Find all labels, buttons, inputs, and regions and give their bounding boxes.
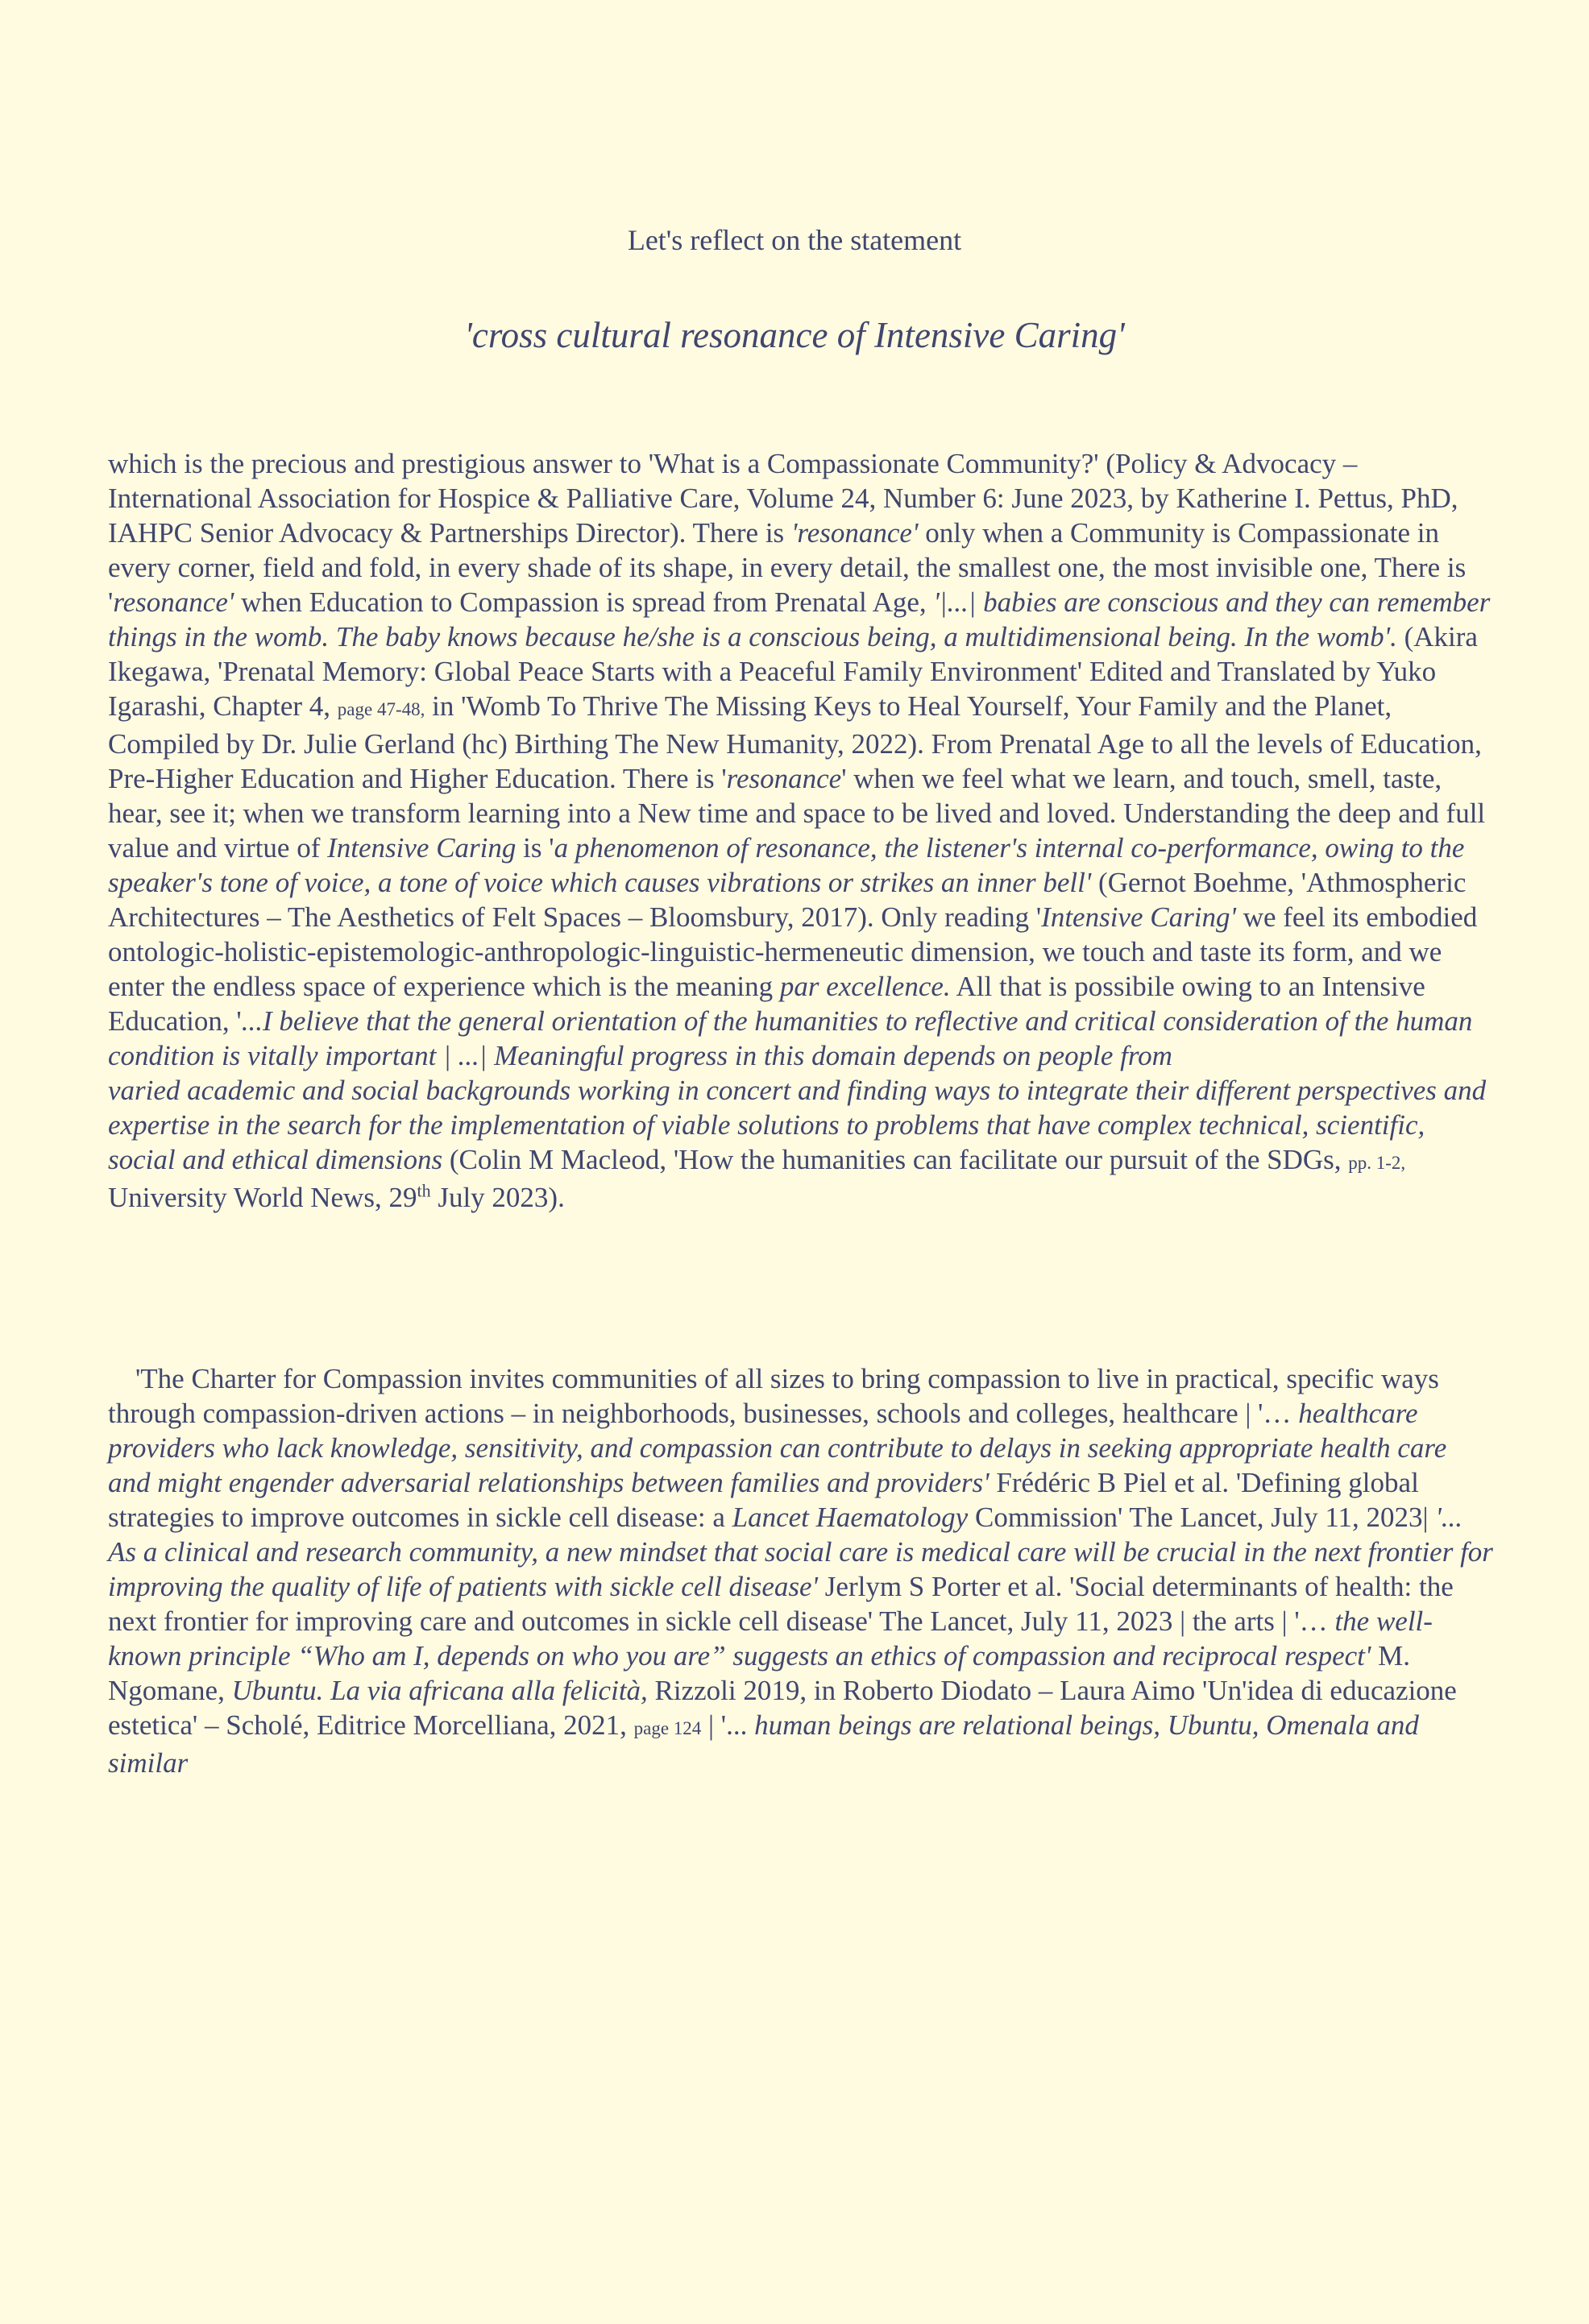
page-reference: page 124	[633, 1718, 702, 1738]
text-segment: is '	[516, 832, 554, 864]
italic-segment: 'resonance'	[790, 517, 919, 549]
citation-segment: July 2023).	[430, 1182, 565, 1213]
citation-segment: University World News, 29	[108, 1182, 417, 1213]
quote-segment: '... As a clinical and research community, a new mindset that social care is medical care will be crucial in the next frontier for improving the quality of life of patients with sickle cell disease'	[108, 1502, 1493, 1602]
italic-segment: par excellence.	[779, 971, 951, 1002]
text-segment: ' when we feel what we learn, and touch, smell, taste, hear, see it; when we transform learning into a New time and space to be lived and loved. Understanding the deep and full value and virtue of	[108, 763, 1486, 864]
text-segment: only when a Community is Compassionate in every corner, field and fold, in every shade of its shape, in every detail, the smallest one, the most invisible one, There is '	[108, 517, 1467, 618]
quote-segment: a phenomenon of resonance, the listener's internal co-performance, owing to the speaker's tone of voice, a tone of voice which causes vibrations or strikes an inner bell'	[108, 832, 1465, 898]
citation-segment: Rizzoli 2019, in Roberto Diodato – Laura Aimo 'Un'idea di educazione estetica' – Scholé, Editrice Morcelliana, 2021,	[108, 1675, 1457, 1741]
quote-segment: healthcare providers who lack knowledge, sensitivity, and compassion can contribute to delays in seeking appropriate health care and might engender adversarial relationships between families and providers'	[108, 1398, 1447, 1498]
text-segment: | '...	[701, 1709, 755, 1741]
paragraph-charter	[108, 1361, 1494, 1780]
citation-segment: M. Ngomane,	[108, 1640, 1411, 1706]
quote-segment: varied academic and social backgrounds working in concert and finding ways to integrate their different perspectives and expertise in the search for the implementation of viable solutions to problems that have complex technical, scientific, social and ethical dimensions	[108, 1075, 1487, 1175]
citation-segment: Commission' The Lancet, July 11, 2023|	[968, 1502, 1436, 1533]
citation-segment: (Gernot Boehme, 'Athmospheric Architectures – The Aesthetics of Felt Spaces – Bloomsbury, 2017). Only reading '	[108, 867, 1467, 933]
citation-segment: (Akira Ikegawa, 'Prenatal Memory: Global Peace Starts with a Peaceful Family Environment' Edited and Translated by Yuko Igarashi, Chapter 4,	[108, 621, 1478, 722]
text-segment: which is the precious and prestigious answer to 'What is a Compassionate Community?' (Policy & Advocacy – International Association for Hospice & Palliative Care, Volume 24, Number 6: June 2023, by Katherine I. Pettus, PhD, IAHPC Senior Advocacy & Partnerships Director). There is	[108, 448, 1458, 549]
italic-segment: Intensive Caring'	[1041, 901, 1236, 933]
italic-segment: Intensive Caring	[327, 832, 517, 864]
italic-segment: resonance	[726, 763, 842, 794]
citation-segment: in 'Womb To Thrive The Missing Keys to Heal Yourself, Your Family and the Planet, Compiled by Dr. Julie Gerland (hc) Birthing The New Humanity, 2022). From Prenatal Age to all the levels of Education, Pre-Higher Education and Higher Education. There is '	[108, 690, 1482, 794]
citation-segment: Jerlym S Porter et al. 'Social determinants of health: the next frontier for improving care and outcomes in sickle cell disease' The Lancet, July 11, 2023 | the arts | '…	[108, 1571, 1454, 1637]
quote-segment: '|...| babies are conscious and they can remember things in the womb. The baby knows because he/she is a conscious being, a multidimensional being. In the womb'.	[108, 586, 1491, 652]
quote-segment: the well-known principle “Who am I, depends on who you are” suggests an ethics of compassion and reciprocal respect'	[108, 1605, 1433, 1672]
text-segment: 'The Charter for Compassion invites communities of all sizes to bring compassion to live in practical, specific ways through compassion-driven actions – in neighborhoods, businesses, schools and colleges, healthcare | '…	[108, 1363, 1439, 1429]
italic-segment: resonance'	[113, 586, 234, 618]
text-segment: when Education to Compassion is spread from Prenatal Age,	[234, 586, 934, 618]
citation-segment: (Colin M Macleod, 'How the humanities can facilitate our pursuit of the SDGs,	[442, 1144, 1349, 1175]
citation-segment: Frédéric B Piel et al. 'Defining global strategies to improve outcomes in sickle cell disease: a	[108, 1467, 1419, 1533]
document-title: 'cross cultural resonance of Intensive Caring'	[464, 315, 1125, 355]
quote-segment: ...I believe that the general orientation of the humanities to reflective and critical consideration of the human condition is vitally important | ...| Meaningful progress in this domain depends on people from	[108, 1005, 1473, 1071]
italic-segment: Ubuntu. La via africana alla felicità,	[231, 1675, 648, 1706]
text-segment: we feel its embodied ontologic-holistic-epistemologic-anthropologic-linguistic-hermeneutic dimension, we touch and taste its form, and we enter the endless space of experience which is the meaning	[108, 901, 1478, 1002]
ordinal-suffix: th	[417, 1180, 431, 1201]
page-reference: page 47-48,	[337, 699, 425, 719]
italic-segment: Lancet Haematology	[732, 1502, 969, 1533]
text-segment: All that is possibile owing to an Intensive Education, '	[108, 971, 1425, 1037]
paragraph-resonance	[108, 446, 1494, 1215]
intro-line: Let's reflect on the statement	[627, 224, 962, 256]
quote-segment: human beings are relational beings, Ubuntu, Omenala and similar	[108, 1709, 1419, 1779]
page-reference: pp. 1-2,	[1348, 1153, 1406, 1173]
